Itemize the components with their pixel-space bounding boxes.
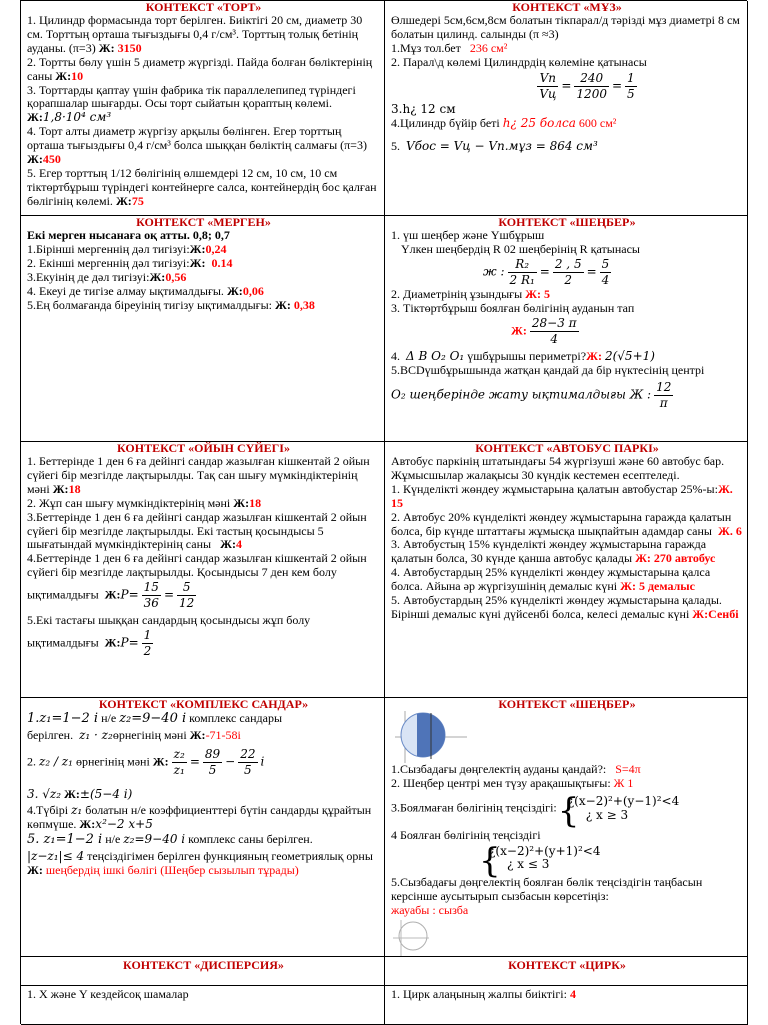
tort-q1: 1. Цилиндр формасында торт берілген. Биіктігі 20 см, диаметр 30 см. Торттың орташа тығыздығы 0,4 г/см³. Торттың толық бетінің ауданы. (π=3) Ж: 3150 <box>27 13 363 55</box>
kompleks-q1b: берілген. z₁ · z₂өрнегінің мәні Ж:-71-58i <box>27 728 241 743</box>
dispersia-body <box>21 985 384 1002</box>
shenber-q1: 1. үш шеңбер және Үшбұрыш <box>391 228 545 242</box>
shenber-q3: 3. Тіктөртбұрыш боялған бөлігінің ауданын тап <box>391 300 635 315</box>
context-shenber-cell <box>385 216 748 442</box>
oyin-q4-answer: ықтималдығы Ж:P= $\frac{15}{36}$ = $\frac{5}{12}$ <box>27 580 195 611</box>
tort-a1: 3150 <box>117 40 142 55</box>
shenber2-q4: 4 Боялған бөлігінің теңсіздігі <box>391 827 541 842</box>
kompleks-q1: 1.z₁=1−2 i н/е z₂=9−40 i комплекс сандары <box>27 711 283 726</box>
muz-a1: 236 см² <box>469 40 508 55</box>
mergen-q4: 4. Екеуі де тигізе алмау ықтималдығы. Ж:0,06 <box>27 283 264 298</box>
avtobus-intro: Автобус паркінің штатындағы 54 жүргізуші және 60 автобус бар. Жұмысшылар жалақысы 30 күндік кестемен есептеледі. <box>391 454 725 482</box>
avtobus-q4: 4. Автобустардың 25% күнделікті жөндеу жұмыстарына қалса болса. Айына әр жүргізушінің демалыс күні Ж: 5 демалыс <box>391 565 711 594</box>
avtobus-q2: 2. Автобус 20% күнделікті жөндеу жұмыстарына гаражда қалатын болса, бір күнде штаттағы жұмысқа шықпайтын адамдар саны Ж. 6 <box>391 509 742 538</box>
shenber2-system2: { ¿(x−2)²+(y+1)²<4 ¿ x ≤ 3 <box>481 845 600 873</box>
context-oyin-cell <box>21 442 385 698</box>
shenber-q5: 5.BCDүшбұрышында жатқан қандай да бір нүктесінің центрі <box>391 362 705 377</box>
muz-a4: 600 см² <box>578 115 617 130</box>
context-mergen-header: КОНТЕКСТ «МЕРГЕН» <box>136 216 271 229</box>
muz-q1: 1.Мұз тол.бет 236 см² <box>391 40 508 55</box>
context-tort-cell <box>21 1 385 216</box>
shenber2-q5: 5.Сызбадағы дөңгелектің боялған бөлік теңсіздігін таңбасын керсінше аусытырып сызбасын көрсетіңіз: <box>391 875 703 904</box>
muz-q3: 3.h¿ 12 см <box>391 101 456 116</box>
shenber2-q2: 2. Шеңбер центрі мен түзу арақашықтығы: Ж 1 <box>391 775 634 790</box>
muz-intro: Өлшедері 5см,6см,8см болатын тікпарал/д тәрізді мұз диаметрі 8 см болатын цилинд. салынды (π ≈3) <box>391 13 740 41</box>
muz-q2: 2. Парал\д көлемі Цилиндрдің көлеміне қатынасы <box>391 54 647 69</box>
context-dispersia-cell <box>21 957 385 1025</box>
avtobus-q5: 5. Автобустардың 25% күнделікті жөндеу жұмыстарына қалады. Бірінші демалыс күні дүйсенбі болса, келесі демалыс күні Ж:Сенбі <box>391 593 739 621</box>
tort-a4: 450 <box>42 152 61 167</box>
kompleks-q2: 2. z₂ / z₁ өрнегінің мәні Ж: $\frac{\text{z₂}}{\text{z₁}}$ = $\frac{89}{5}$ − $\frac{22}{5}$ i <box>27 746 265 777</box>
context-muz-cell <box>385 1 748 216</box>
oyin-q2: 2. Жұп сан шығу мүмкіндіктерінің мәні Ж:18 <box>27 495 262 510</box>
context-kompleks-header: КОНТЕКСТ «КОМПЛЕКС САНДАР» <box>98 698 309 711</box>
oyin-q3: 3.Беттерінде 1 ден 6 ға дейінгі сандар жазылған кішкентай 2 ойын сүйегі бір мезгілде лақтырылды. Екі тастың қосындысы 5 шығатындай мүмкіндіктерінің саны Ж:4 <box>27 509 367 552</box>
shenber2-q3: 3.Боялмаған бөлігінің теңсіздігі: { ¿(x−2)²+(y−1)²<4 ¿ x ≥ 3 <box>391 795 743 823</box>
oyin-q5: 5.Екі тастағы шыққан сандардың қосындысы жұп болу <box>27 613 311 628</box>
kompleks-q5: 5. z₁=1−2 i н/е z₂=9−40 i комплекс саны берілген. <box>27 831 313 847</box>
context-dispersia-header: КОНТЕКСТ «ДИСПЕРСИЯ» <box>123 958 284 972</box>
shenber-q1b: Үлкен шеңбердің R 02 шеңберінің R қатынасы <box>401 241 640 256</box>
worksheet-table <box>20 0 747 1024</box>
context-mergen-cell <box>21 216 385 442</box>
oyin-q5-answer: ықтималдығы Ж:P= $\frac{1}{2}$ <box>27 628 152 659</box>
dispersia-q1: 1. X және Y кездейсоқ шамалар <box>27 987 189 1001</box>
mergen-q5: 5.Ең болмағанда біреуінің тигізу ықтималдығы: Ж: 0,38 <box>27 297 315 312</box>
tort-a2: 10 <box>71 68 84 83</box>
tort-a3: 1,8·10⁴ см³ <box>42 110 112 125</box>
shenber-prob-formula: O₂ шеңберінде жату ықтималдығы Ж : $\frac{12}{\pi}$ <box>391 380 672 411</box>
context-avtobus-cell <box>385 442 748 698</box>
oyin-q1: 1. Беттерінде 1 ден 6 ға дейінгі сандар жазылған кішкентай 2 ойын сүйегі бір мезгілде лақтырылды. Тақ сан шығу мүмкіндіктерінің мәні Ж:18 <box>27 454 370 496</box>
avtobus-q1: 1. Күнделікті жөндеу жұмыстарына қалатын автобустар 25%-ы:Ж. 15 <box>391 481 733 510</box>
context-tort-header: КОНТЕКСТ «ТОРТ» <box>145 1 262 14</box>
cirk-body <box>385 985 747 1002</box>
shenber-area-formula: Ж: $\frac{28-3 \pi}{4}$ <box>511 315 577 346</box>
mergen-q3: 3.Екуінің де дәл тигізуі:Ж:0,56 <box>27 269 187 284</box>
shenber-q2: 2. Диаметрінің ұзындығы Ж: 5 <box>391 286 551 301</box>
context-cirk-cell <box>385 957 748 1025</box>
tort-q5: 5. Егер торттың 1/12 бөлігінің өлшемдері 12 см, 10 см, 10 см тіктөртбұрыш түріндегі контейнерге салса, контейнердің бос қалған бөлігінің көлемі. Ж:75 <box>27 165 377 208</box>
shenber2-a5: жауабы : сызба <box>391 903 469 918</box>
shenber2-q1: 1.Сызбадағы дөңгелектің ауданы қандай?: S=4π <box>391 762 641 776</box>
mergen-intro: Екі мерген нысанаға оқ атты. 0,8; 0,7 <box>27 228 230 242</box>
mergen-q1: 1.Біріншi мергеннің дәл тигізуі:Ж:0,24 <box>27 241 227 256</box>
context-oyin-header: КОНТЕКСТ «ОЙЫН СҮЙЕГІ» <box>117 442 290 455</box>
cirk-q1: 1. Цирк алаңының жалпы биіктігі: 4 <box>391 987 576 1001</box>
shenber2-system1: { ¿(x−2)²+(y−1)²<4 ¿ x ≥ 3 <box>560 795 679 823</box>
muz-q4: 4.Цилиндр бүйір беті h¿ 25 болса 600 см² <box>391 115 617 130</box>
tort-q2: 2. Тортты бөлу үшін 5 диаметр жүргізді. Пайда болған бөліктерінің саны Ж:10 <box>27 54 373 83</box>
shenber2-system2-wrap <box>481 845 743 873</box>
context-muz-header: КОНТЕКСТ «МҰЗ» <box>512 1 622 14</box>
context-cirk-header: КОНТЕКСТ «ЦИРК» <box>508 958 626 972</box>
oyin-q4: 4.Беттерінде 1 ден 6 ға дейінгі сандар жазылған кішкентай 2 ойын сүйегі бір мезгілде лақтырылды. Қосындысы 7 ден кем болу <box>27 551 367 580</box>
context-shenber-header: КОНТЕКСТ «ШЕҢБЕР» <box>498 216 636 229</box>
context-shenber2-header: КОНТЕКСТ «ШЕҢБЕР» <box>498 698 636 711</box>
shenber-ratio-formula: ж : $\frac{\text{R₂}}{\text{2 R₁}}$ = $\frac{2 , 5}{2}$ = $\frac{5}{4}$ <box>483 256 610 287</box>
shenber-q4: 4. Δ B O₂ O₁ үшбұрышы периметрі?Ж: 2(√5+1) <box>391 348 655 363</box>
kompleks-q4: 4.Түбірі z₁ болатын н/е коэффициенттері бүтін сандарды құрайтын көпмүше. Ж:x²−2 x+5 <box>27 802 372 831</box>
kompleks-q5b: |z−z₁|≤ 4 теңсіздігімен берілген функцияның геометриялық орны Ж: шеңбердің ішкі бөлігі (Шеңбер сызылып тұрады) <box>27 848 373 877</box>
mergen-q2: 2. Екінші мергеннің дәл тигізуі:Ж: 0.14 <box>27 255 233 270</box>
context-avtobus-header: КОНТЕКСТ «АВТОБУС ПАРКІ» <box>475 442 659 455</box>
context-shenber2-cell <box>385 698 748 957</box>
context-kompleks-cell <box>21 698 385 957</box>
avtobus-q3: 3. Автобустың 15% күнделікті жөндеу жұмыстарына гаражда қалатын болса, 30 күнде қанша автобус қалады Ж: 270 автобус <box>391 537 716 566</box>
muz-q5: 5. Vбос = Vц − Vп.мұз = 864 см³ <box>391 139 598 154</box>
circle-diagram <box>391 711 471 763</box>
answer-sketch-icon <box>391 918 431 957</box>
tort-q4: 4. Торт алты диаметр жүргізу арқылы бөлінген. Егер торттың орташа тығыздығы 0,4 г/см³ болса шыққан бөліктің салмағы (π=3) Ж:450 <box>27 124 367 167</box>
kompleks-q3: 3. √z₂ Ж:±(5−4 i) <box>27 786 133 801</box>
tort-a5: 75 <box>131 193 144 208</box>
muz-ratio-formula: $\frac{Vп}{Vц}$ = $\frac{240}{1200}$ = $\frac{1}{5}$ <box>539 70 635 101</box>
tort-q3: 3. Торттарды қаптау үшін фабрика тік параллелепипед түріндегі қорапшалар шығарды. Осы торт сыйатын қораптың көлемі. Ж:1,8·10⁴ см³ <box>27 82 356 125</box>
